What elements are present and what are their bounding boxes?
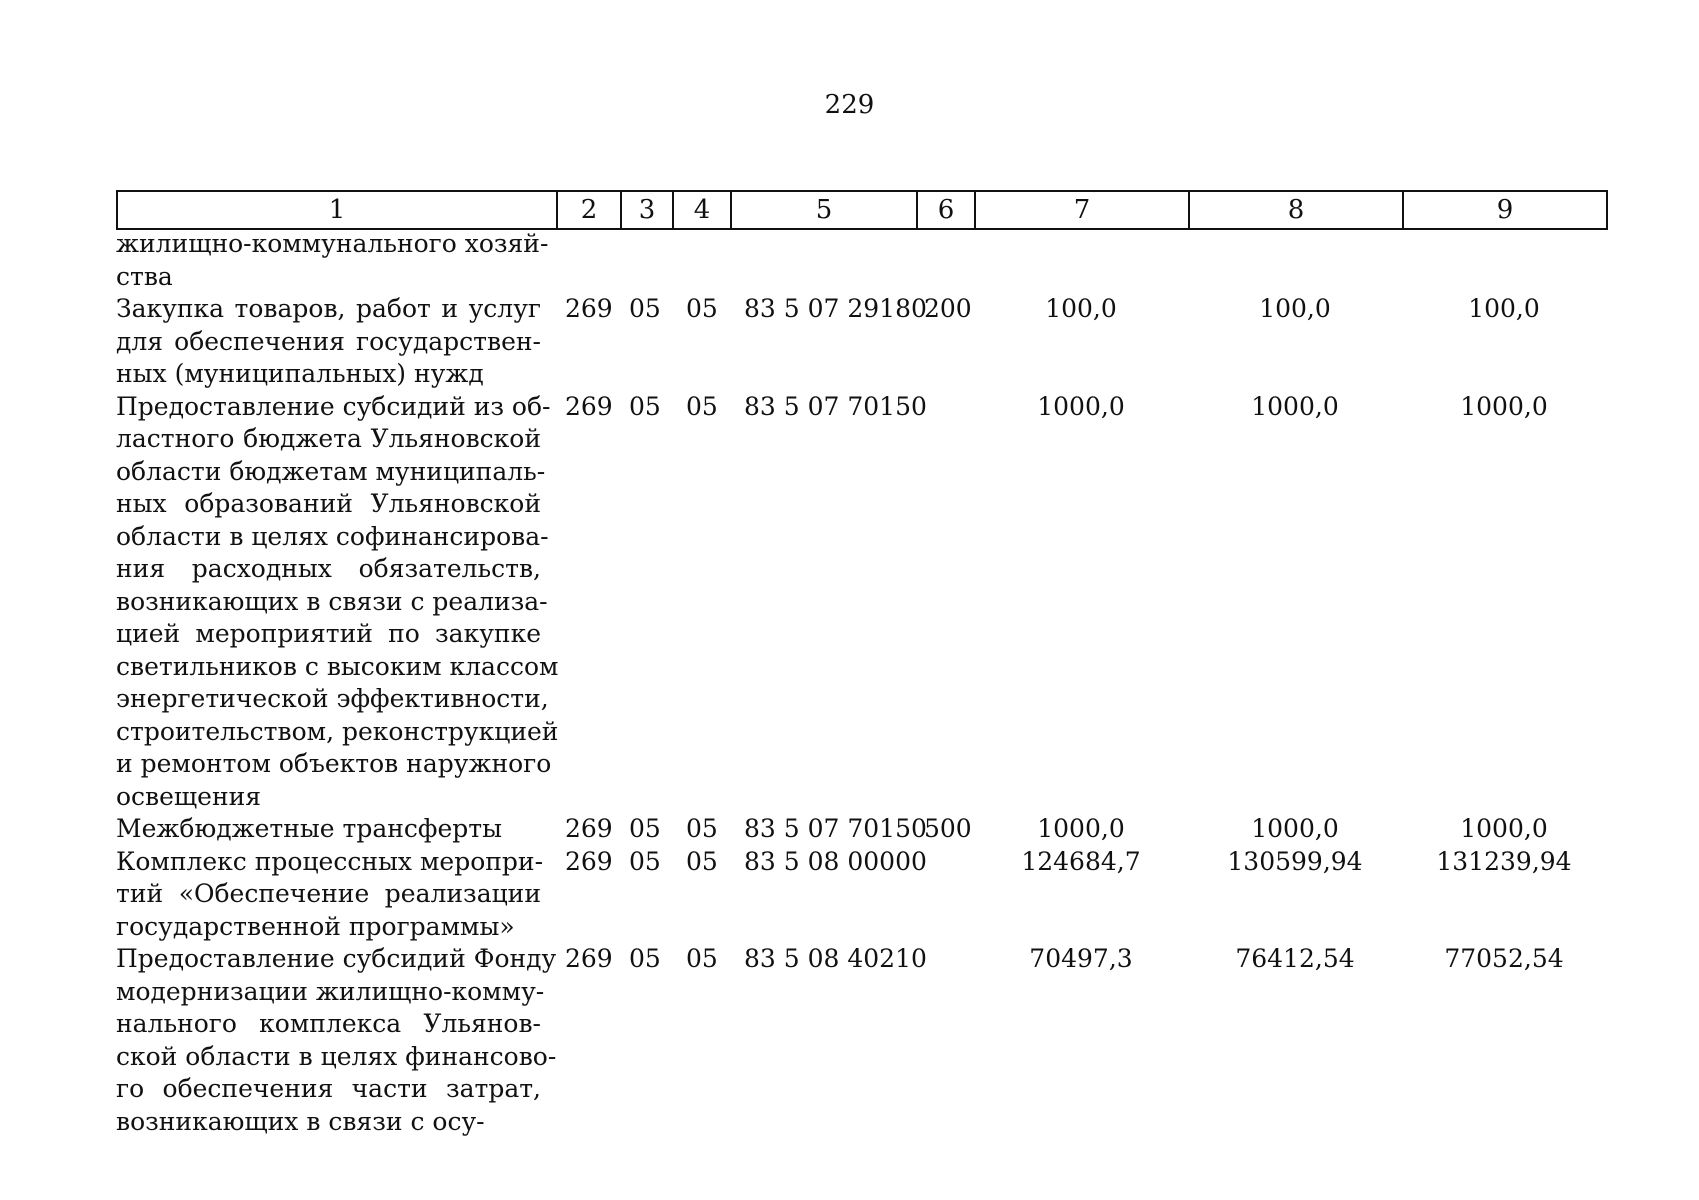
page-number: 229 bbox=[824, 90, 875, 120]
cell-col-9: 77052,54 bbox=[1444, 944, 1564, 973]
table-row bbox=[116, 228, 549, 293]
cell-col-8: 1000,0 bbox=[1251, 814, 1339, 843]
cell-col-6: 500 bbox=[924, 814, 972, 843]
cell-col-8: 76412,54 bbox=[1235, 944, 1355, 973]
cell-col-4: 05 bbox=[686, 846, 718, 876]
cell-col-2: 269 bbox=[565, 391, 613, 421]
description-line: светильников с высоким классом bbox=[116, 651, 559, 681]
cell-col-3: 05 bbox=[629, 391, 661, 421]
cell-col-9: 100,0 bbox=[1468, 294, 1540, 323]
table-row bbox=[116, 943, 1564, 1138]
cell-col-5: 83 5 07 29180 bbox=[744, 294, 927, 323]
description-line: Комплекс процессных меропри- bbox=[116, 846, 544, 876]
cell-col-8: 1000,0 bbox=[1251, 391, 1339, 421]
cell-col-3: 05 bbox=[629, 944, 661, 973]
description-line: для обеспечения государствен- bbox=[116, 326, 541, 356]
description-line: и ремонтом объектов наружного bbox=[116, 749, 552, 778]
description-line: области в целях софинансирова- bbox=[116, 521, 549, 551]
row-description bbox=[116, 293, 541, 391]
cell-col-4: 05 bbox=[686, 814, 718, 843]
description-line: ластного бюджета Ульяновской bbox=[116, 424, 541, 453]
cell-col-4: 05 bbox=[686, 391, 718, 421]
cell-col-7: 70497,3 bbox=[1029, 944, 1133, 973]
row-description bbox=[116, 943, 557, 1138]
cell-col-7: 124684,7 bbox=[1021, 846, 1141, 876]
table-row bbox=[116, 293, 1540, 391]
description-line: области бюджетам муниципаль- bbox=[116, 456, 546, 486]
column-header-1: 1 bbox=[117, 191, 557, 229]
description-line: тий «Обеспечение реализации bbox=[116, 879, 541, 908]
description-line: освещения bbox=[116, 781, 262, 811]
table-body bbox=[116, 228, 1572, 1138]
cell-col-5: 83 5 07 70150 bbox=[744, 391, 927, 421]
cell-col-8: 130599,94 bbox=[1227, 846, 1363, 876]
column-header-2: 2 bbox=[557, 191, 621, 229]
column-header-6: 6 bbox=[917, 191, 975, 229]
cell-col-2: 269 bbox=[565, 814, 613, 843]
description-line: ных образований Ульяновской bbox=[116, 489, 541, 518]
cell-col-4: 05 bbox=[686, 294, 718, 323]
description-line: нального комплекса Ульянов- bbox=[116, 1009, 541, 1038]
cell-col-9: 1000,0 bbox=[1460, 391, 1548, 421]
column-header-7: 7 bbox=[975, 191, 1189, 229]
description-line: Предоставление субсидий Фонду bbox=[116, 944, 557, 973]
description-line: государственной программы» bbox=[116, 911, 515, 941]
description-line: жилищно-коммунального хозяй- bbox=[116, 229, 549, 258]
cell-col-3: 05 bbox=[629, 846, 661, 876]
cell-col-5: 83 5 08 40210 bbox=[744, 944, 927, 973]
cell-col-5: 83 5 08 00000 bbox=[744, 846, 927, 876]
description-line: цией мероприятий по закупке bbox=[116, 619, 541, 648]
column-header-5: 5 bbox=[731, 191, 917, 229]
cell-col-7: 100,0 bbox=[1045, 294, 1117, 323]
table-row bbox=[116, 813, 1548, 846]
cell-col-9: 1000,0 bbox=[1460, 814, 1548, 843]
description-line: ных (муниципальных) нужд bbox=[116, 359, 484, 388]
cell-col-6: 200 bbox=[924, 294, 972, 323]
table-row bbox=[116, 846, 1572, 944]
table-row bbox=[116, 391, 1548, 814]
column-header-4: 4 bbox=[673, 191, 731, 229]
cell-col-3: 05 bbox=[629, 294, 661, 323]
cell-col-4: 05 bbox=[686, 944, 718, 973]
description-line: Закупка товаров, работ и услуг bbox=[116, 294, 541, 323]
description-line: возникающих в связи с реализа- bbox=[116, 586, 548, 616]
column-header-3: 3 bbox=[621, 191, 673, 229]
row-description bbox=[116, 846, 544, 944]
description-line: го обеспечения части затрат, bbox=[116, 1074, 541, 1103]
column-header-8: 8 bbox=[1189, 191, 1403, 229]
row-description bbox=[116, 228, 549, 293]
cell-col-3: 05 bbox=[629, 814, 661, 843]
column-header-table bbox=[116, 190, 1608, 230]
description-line: модернизации жилищно-комму- bbox=[116, 976, 545, 1006]
cell-col-7: 1000,0 bbox=[1037, 814, 1125, 843]
description-line: возникающих в связи с осу- bbox=[116, 1106, 485, 1136]
row-description bbox=[116, 813, 541, 846]
cell-col-8: 100,0 bbox=[1259, 294, 1331, 323]
description-line: ской области в целях финансово- bbox=[116, 1041, 557, 1071]
cell-col-2: 269 bbox=[565, 944, 613, 973]
cell-col-2: 269 bbox=[565, 294, 613, 323]
description-line: ния расходных обязательств, bbox=[116, 554, 541, 583]
column-header-9: 9 bbox=[1403, 191, 1607, 229]
cell-col-7: 1000,0 bbox=[1037, 391, 1125, 421]
description-line: Предоставление субсидий из об- bbox=[116, 391, 551, 421]
description-line: энергетической эффективности, bbox=[116, 684, 549, 713]
description-line: строительством, реконструкцией bbox=[116, 716, 559, 746]
description-line: Межбюджетные трансферты bbox=[116, 814, 503, 843]
cell-col-5: 83 5 07 70150 bbox=[744, 814, 927, 843]
cell-col-9: 131239,94 bbox=[1436, 846, 1572, 876]
cell-col-2: 269 bbox=[565, 846, 613, 876]
description-line: ства bbox=[116, 261, 173, 291]
row-description bbox=[116, 391, 559, 814]
